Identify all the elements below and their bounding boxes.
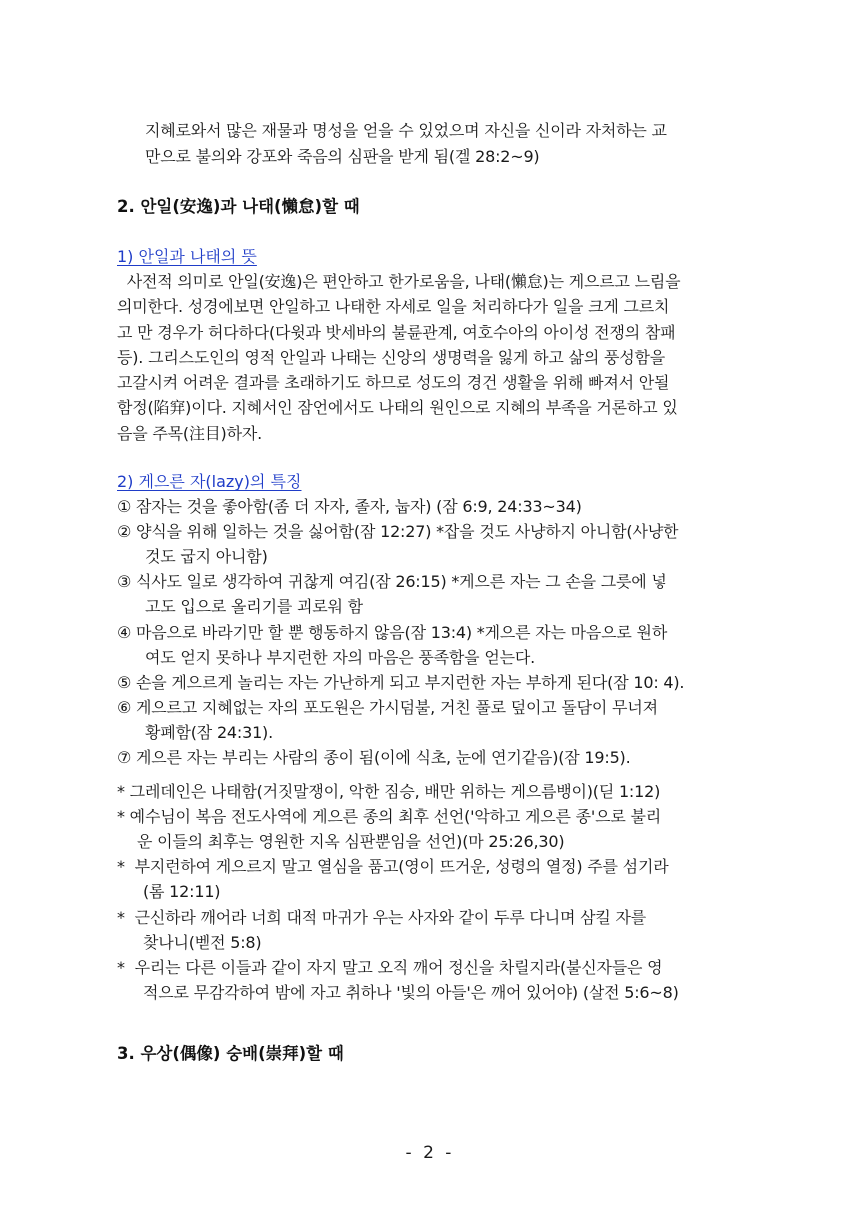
list-item-continuation: 것도 굽지 아니함) — [145, 547, 268, 566]
note-item-continuation: 찾나니(벧전 5:8) — [143, 933, 262, 952]
note-item: * 우리는 다른 이들과 같이 자지 말고 오직 깨어 정신을 차릴지라(불신자들은 영 — [117, 958, 663, 977]
list-item: ① 잠자는 것을 좋아함(좀 더 자자, 졸자, 눕자) (잠 6:9, 24:33~34) — [117, 497, 582, 516]
list-item-continuation: 황폐함(잠 24:31). — [145, 723, 273, 742]
paragraph-line: 음을 주목(注目)하자. — [117, 424, 262, 443]
list-item: ⑤ 손을 게으르게 놀리는 자는 가난하게 되고 부지런한 자는 부하게 된다(잠 10: 4). — [117, 673, 685, 692]
note-item-continuation: (롬 12:11) — [143, 882, 221, 901]
note-item: * 부지런하여 게으르지 말고 열심을 품고(영이 뜨거운, 성령의 열정) 주를 섬기라 — [117, 857, 669, 876]
note-item: * 근신하라 깨어라 너희 대적 마귀가 우는 사자와 같이 두루 다니며 삼킬 자를 — [117, 908, 646, 927]
paragraph-line: 고갈시켜 어려운 결과를 초래하기도 하므로 성도의 경건 생활을 위해 빠져서 안될 — [117, 373, 670, 392]
page-number: - 2 - — [405, 1143, 455, 1163]
note-item: * 그레데인은 나태함(거짓말쟁이, 악한 짐승, 배만 위하는 게으름뱅이)(딛 1:12) — [117, 782, 661, 801]
note-item-continuation: 적으로 무감각하여 밤에 자고 취하나 '빛의 아들'은 깨어 있어야) (살전 5:6~8) — [143, 983, 679, 1002]
paragraph-line: 의미한다. 성경에보면 안일하고 나태한 자세로 일을 처리하다가 일을 크게 그르치 — [117, 297, 670, 316]
list-item: ⑦ 게으른 자는 부리는 사람의 종이 됨(이에 식초, 눈에 연기같음)(잠 19:5). — [117, 748, 631, 767]
intro-line-2: 만으로 불의와 강포와 죽음의 심판을 받게 됨(겔 28:2~9) — [145, 147, 540, 166]
list-item: ② 양식을 위해 일하는 것을 싫어함(잠 12:27) *잡을 것도 사냥하지 아니함(사냥한 — [117, 522, 679, 541]
paragraph-line: 사전적 의미로 안일(安逸)은 편안하고 한가로움을, 나태(懶怠)는 게으르고 느림을 — [117, 272, 681, 291]
list-item: ③ 식사도 일로 생각하여 귀찮게 여김(잠 26:15) *게으른 자는 그 손을 그릇에 넣 — [117, 572, 667, 591]
list-item-continuation: 고도 입으로 올리기를 괴로워 함 — [145, 597, 363, 616]
note-item: * 예수님이 복음 전도사역에 게으른 종의 최후 선언('악하고 게으른 종'으로 불리 — [117, 807, 662, 826]
paragraph-line: 함정(陷穽)이다. 지혜서인 잠언에서도 나태의 원인으로 지혜의 부족을 거론하고 있 — [117, 398, 678, 417]
list-item: ⑥ 게으르고 지혜없는 자의 포도원은 가시덤불, 거친 풀로 덮이고 돌담이 무너져 — [117, 698, 658, 717]
list-item-continuation: 여도 얻지 못하나 부지런한 자의 마음은 풍족함을 얻는다. — [145, 648, 535, 667]
paragraph-line: 고 만 경우가 허다하다(다윗과 밧세바의 불륜관계, 여호수아의 아이성 전쟁의 참패 — [117, 323, 676, 342]
list-item: ④ 마음으로 바라기만 할 뿐 행동하지 않음(잠 13:4) *게으른 자는 마음으로 원하 — [117, 623, 668, 642]
section-3-heading: 3. 우상(偶像) 숭배(崇拜)할 때 — [117, 1044, 344, 1063]
note-item-continuation: 운 이들의 최후는 영원한 지옥 심판뿐임을 선언)(마 25:26,30) — [137, 832, 565, 851]
intro-line-1: 지혜로와서 많은 재물과 명성을 얻을 수 있었으며 자신을 신이라 자처하는 교 — [145, 121, 667, 140]
paragraph-line: 등). 그리스도인의 영적 안일과 나태는 신앙의 생명력을 잃게 하고 삶의 풍성함을 — [117, 348, 665, 367]
subsection-1-title: 1) 안일과 나태의 뜻 — [117, 247, 257, 266]
section-2-heading: 2. 안일(安逸)과 나태(懶怠)할 때 — [117, 197, 360, 216]
subsection-2-title: 2) 게으른 자(lazy)의 특징 — [117, 472, 302, 491]
